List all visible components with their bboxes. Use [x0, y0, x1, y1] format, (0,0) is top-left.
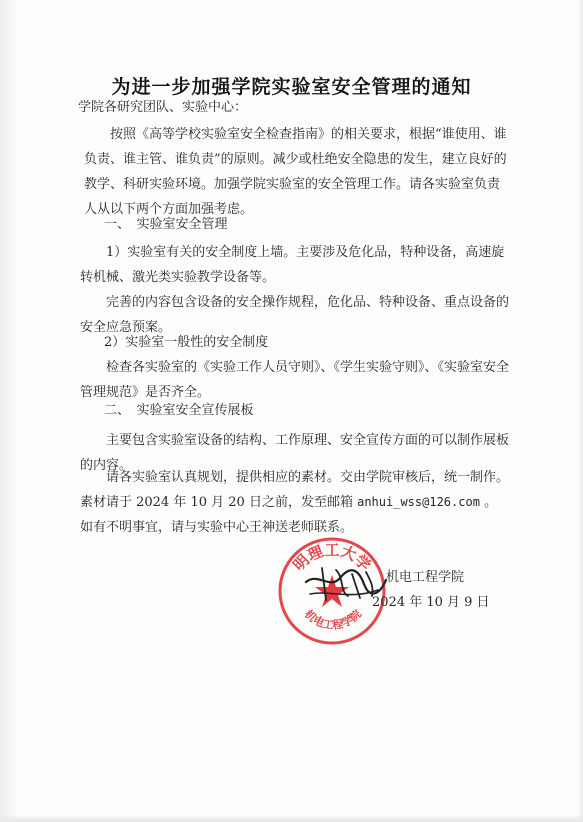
section1-heading: 一、 实验室安全管理 — [104, 217, 228, 232]
salutation: 学院各研究团队、实验中心： — [78, 100, 248, 115]
section2-heading: 二、 实验室安全宣传展板 — [104, 403, 254, 418]
signature-organization: 机电工程学院 — [386, 570, 465, 585]
seal-bottom-text: 机电工程学院 — [301, 607, 365, 632]
section1-item2-detail: 检查各实验室的《实验工作人员守则》、《学生实验守则》、《实验室安全管理规范》是否齐全。 — [80, 360, 510, 400]
contact-email: anhui_wss@126.com — [357, 495, 480, 509]
document-title: 为进一步加强学院实验室安全管理的通知 — [111, 76, 472, 98]
closing-paragraph — [80, 465, 510, 540]
closing-text-part1: 请各实验室认真规划，提供相应的素材。交由学院审核后，统一制作。素材请于 2024 年 10 月 20 日之前，发至邮箱 — [80, 470, 510, 510]
scan-shadow-bottom — [0, 814, 583, 822]
section1-item2: 2）实验室一般性的安全制度 — [104, 335, 269, 350]
intro-paragraph: 按照《高等学校实验室安全检查指南》的相关要求，根据“谁使用、谁负责、谁主管、谁负责”的原则。减少或杜绝安全隐患的发生，建立良好的教学、科研实验环境。加强学院实验室的安全管理工作。请各实验室负责人从以下两个方面加强考虑。 — [84, 127, 507, 217]
section2-text: 主要包含实验室设备的结构、工作原理、安全宣传方面的可以制作展板的内容。 — [80, 433, 510, 473]
signature-date: 2024 年 10 月 9 日 — [372, 595, 490, 610]
scan-shadow-right — [577, 0, 583, 822]
seal-top-text: 明理工大学 — [289, 541, 375, 575]
closing-text-part2: 。如有不明事宜，请与实验中心王神送老师联系。 — [80, 495, 498, 535]
section1-item1-detail: 完善的内容包含设备的安全操作规程，危化品、特种设备、重点设备的安全应急预案。 — [80, 295, 510, 335]
scan-shadow-left — [0, 0, 18, 822]
section1-item1: 1）实验室有关的安全制度上墙。主要涉及危化品，特种设备，高速旋转机械、激光类实验教学设备等。 — [80, 245, 505, 285]
